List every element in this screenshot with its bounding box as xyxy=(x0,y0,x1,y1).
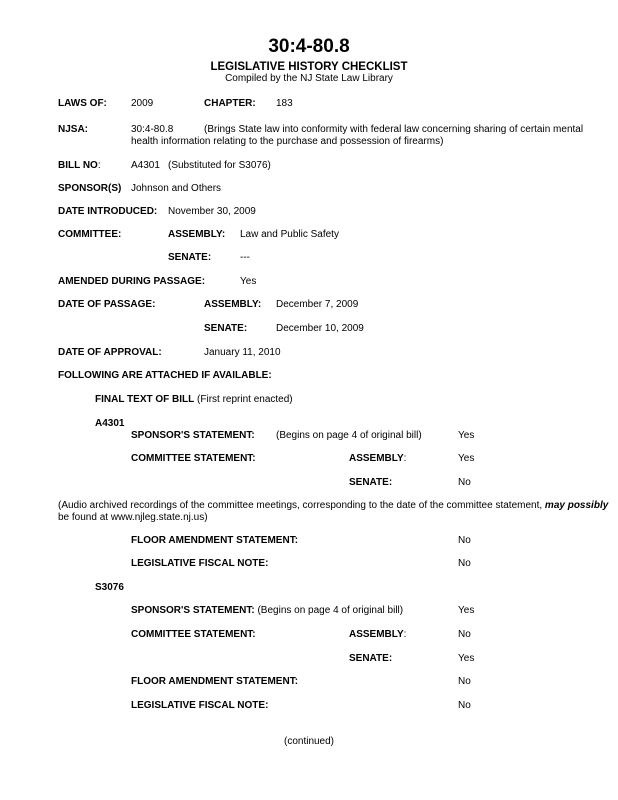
compiled-by: Compiled by the NJ State Law Library xyxy=(225,73,393,84)
s3076-committee-assembly xyxy=(349,629,406,641)
bill-no-row xyxy=(58,160,101,172)
laws-of-label: LAWS OF: xyxy=(58,98,107,109)
date-introduced-label: DATE INTRODUCED: xyxy=(58,206,158,217)
s3076-floor-amendment-label: FLOOR AMENDMENT STATEMENT: xyxy=(131,676,299,687)
bill-no-colon: : xyxy=(97,160,101,171)
approval-label: DATE OF APPROVAL: xyxy=(58,347,162,358)
passage-assembly-value: December 7, 2009 xyxy=(276,299,359,310)
committee-senate-value: --- xyxy=(240,252,250,263)
a4301-committee-statement-label: COMMITTEE STATEMENT: xyxy=(131,453,256,464)
audio-note-text: (Audio archived recordings of the committee meetings, corresponding to the date of the committee statement, xyxy=(58,500,543,511)
a4301-heading: A4301 xyxy=(95,418,125,429)
njsa-description-line2: health information relating to the purchase and possession of firearms) xyxy=(131,136,444,147)
a4301-committee-assembly-colon: : xyxy=(403,453,407,464)
s3076-sponsor-statement xyxy=(131,605,403,617)
laws-of-value: 2009 xyxy=(131,98,154,109)
approval-value: January 11, 2010 xyxy=(204,347,281,358)
s3076-committee-statement-label: COMMITTEE STATEMENT: xyxy=(131,629,256,640)
s3076-committee-senate-label: SENATE: xyxy=(349,653,393,664)
a4301-committee-senate-label: SENATE: xyxy=(349,477,393,488)
s3076-sponsor-statement-label: SPONSOR'S STATEMENT: xyxy=(131,605,255,616)
following-heading: FOLLOWING ARE ATTACHED IF AVAILABLE: xyxy=(58,370,272,381)
a4301-committee-senate-value: No xyxy=(458,477,471,488)
passage-senate-label: SENATE: xyxy=(204,323,248,334)
committee-assembly-label: ASSEMBLY: xyxy=(168,229,226,240)
s3076-committee-assembly-label: ASSEMBLY xyxy=(349,629,404,640)
s3076-floor-amendment-value: No xyxy=(458,676,471,687)
a4301-committee-assembly-label: ASSEMBLY xyxy=(349,453,404,464)
s3076-fiscal-note-value: No xyxy=(458,700,471,711)
bill-no-value: A4301 xyxy=(131,160,160,171)
a4301-committee-assembly-value: Yes xyxy=(458,453,475,464)
sponsor-value: Johnson and Others xyxy=(131,183,222,194)
passage-assembly-label: ASSEMBLY: xyxy=(204,299,262,310)
a4301-floor-amendment-label: FLOOR AMENDMENT STATEMENT: xyxy=(131,535,299,546)
s3076-committee-assembly-value: No xyxy=(458,629,471,640)
s3076-heading: S3076 xyxy=(95,582,124,593)
s3076-fiscal-note-label: LEGISLATIVE FISCAL NOTE: xyxy=(131,700,269,711)
final-text-row xyxy=(95,394,293,406)
audio-note-line1 xyxy=(58,500,608,512)
committee-assembly-value: Law and Public Safety xyxy=(240,229,339,240)
s3076-committee-senate-value: Yes xyxy=(458,653,475,664)
continued-note: (continued) xyxy=(283,736,335,747)
final-text-label: FINAL TEXT OF BILL xyxy=(95,394,195,405)
page-title: LEGISLATIVE HISTORY CHECKLIST xyxy=(210,61,408,73)
passage-label: DATE OF PASSAGE: xyxy=(58,299,156,310)
committee-senate-label: SENATE: xyxy=(168,252,212,263)
date-introduced-value: November 30, 2009 xyxy=(168,206,256,217)
passage-senate-value: December 10, 2009 xyxy=(276,323,364,334)
sponsor-label: SPONSOR(S) xyxy=(58,183,122,194)
s3076-sponsor-statement-note: (Begins on page 4 of original bill) xyxy=(257,605,404,616)
final-text-note: (First reprint enacted) xyxy=(197,394,293,405)
committee-label: COMMITTEE: xyxy=(58,229,122,240)
bill-no-label: BILL NO xyxy=(58,160,98,171)
a4301-committee-assembly xyxy=(349,453,406,465)
a4301-sponsor-statement-note: (Begins on page 4 of original bill) xyxy=(276,430,422,441)
a4301-fiscal-note-value: No xyxy=(458,558,471,569)
a4301-sponsor-statement-label: SPONSOR'S STATEMENT: xyxy=(131,430,255,441)
chapter-label: CHAPTER: xyxy=(204,98,256,109)
s3076-committee-assembly-colon: : xyxy=(403,629,407,640)
a4301-fiscal-note-label: LEGISLATIVE FISCAL NOTE: xyxy=(131,558,269,569)
amended-value: Yes xyxy=(240,276,257,287)
chapter-value: 183 xyxy=(276,98,293,109)
audio-note-emphasis: may possibly xyxy=(544,500,609,511)
audio-note-line2: be found at www.njleg.state.nj.us) xyxy=(58,512,208,523)
njsa-label: NJSA: xyxy=(58,124,89,135)
njsa-value: 30:4-80.8 xyxy=(131,124,174,135)
a4301-sponsor-statement-value: Yes xyxy=(458,430,475,441)
a4301-floor-amendment-value: No xyxy=(458,535,471,546)
statute-title: 30:4-80.8 xyxy=(268,36,350,57)
amended-label: AMENDED DURING PASSAGE: xyxy=(58,276,206,287)
s3076-sponsor-statement-value: Yes xyxy=(458,605,475,616)
njsa-description-line1: (Brings State law into conformity with federal law concerning sharing of certain mental xyxy=(204,124,584,135)
bill-no-note: (Substituted for S3076) xyxy=(168,160,271,171)
